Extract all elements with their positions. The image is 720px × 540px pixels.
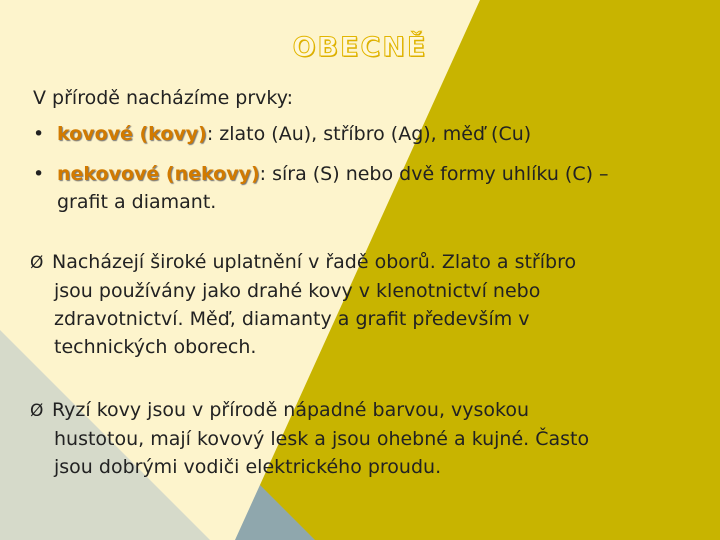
intro-text: V přírodě nacházíme prvky:: [33, 87, 294, 109]
bullet-marker: •: [33, 123, 45, 145]
bullet-continuation: grafit a diamant.: [57, 191, 217, 213]
arrow-bullet-icon: Ø: [30, 401, 44, 421]
paragraph-line: zdravotnictví. Měď, diamanty a grafit především v: [54, 308, 530, 330]
paragraph-line: Nacházejí široké uplatnění v řadě oborů. Zlato a stříbro: [52, 251, 577, 273]
bullet-text: : síra (S) nebo dvě formy uhlíku (C) –: [259, 163, 609, 185]
paragraph-properties: [30, 396, 690, 481]
paragraph-line: Ryzí kovy jsou v přírodě nápadné barvou, vysokou: [52, 399, 530, 421]
bullet-metals: [33, 120, 531, 148]
paragraph-line: jsou používány jako drahé kovy v klenotnictví nebo: [54, 280, 541, 302]
bullet-nonmetals: [33, 160, 609, 216]
slide-title: OBECNĚ: [292, 32, 428, 63]
paragraph-line: jsou dobrými vodiči elektrického proudu.: [54, 456, 442, 478]
bullet-text: : zlato (Au), stříbro (Ag), měď (Cu): [206, 123, 532, 145]
paragraph-line: technických oborech.: [54, 336, 257, 358]
bullet-term: nekovové (nekovy): [57, 163, 260, 185]
bullet-marker: •: [33, 163, 45, 185]
bullet-term: kovové (kovy): [57, 123, 207, 145]
arrow-bullet-icon: Ø: [30, 253, 44, 273]
paragraph-uses: [30, 248, 690, 361]
paragraph-line: hustotou, mají kovový lesk a jsou ohebné a kujné. Často: [54, 428, 590, 450]
